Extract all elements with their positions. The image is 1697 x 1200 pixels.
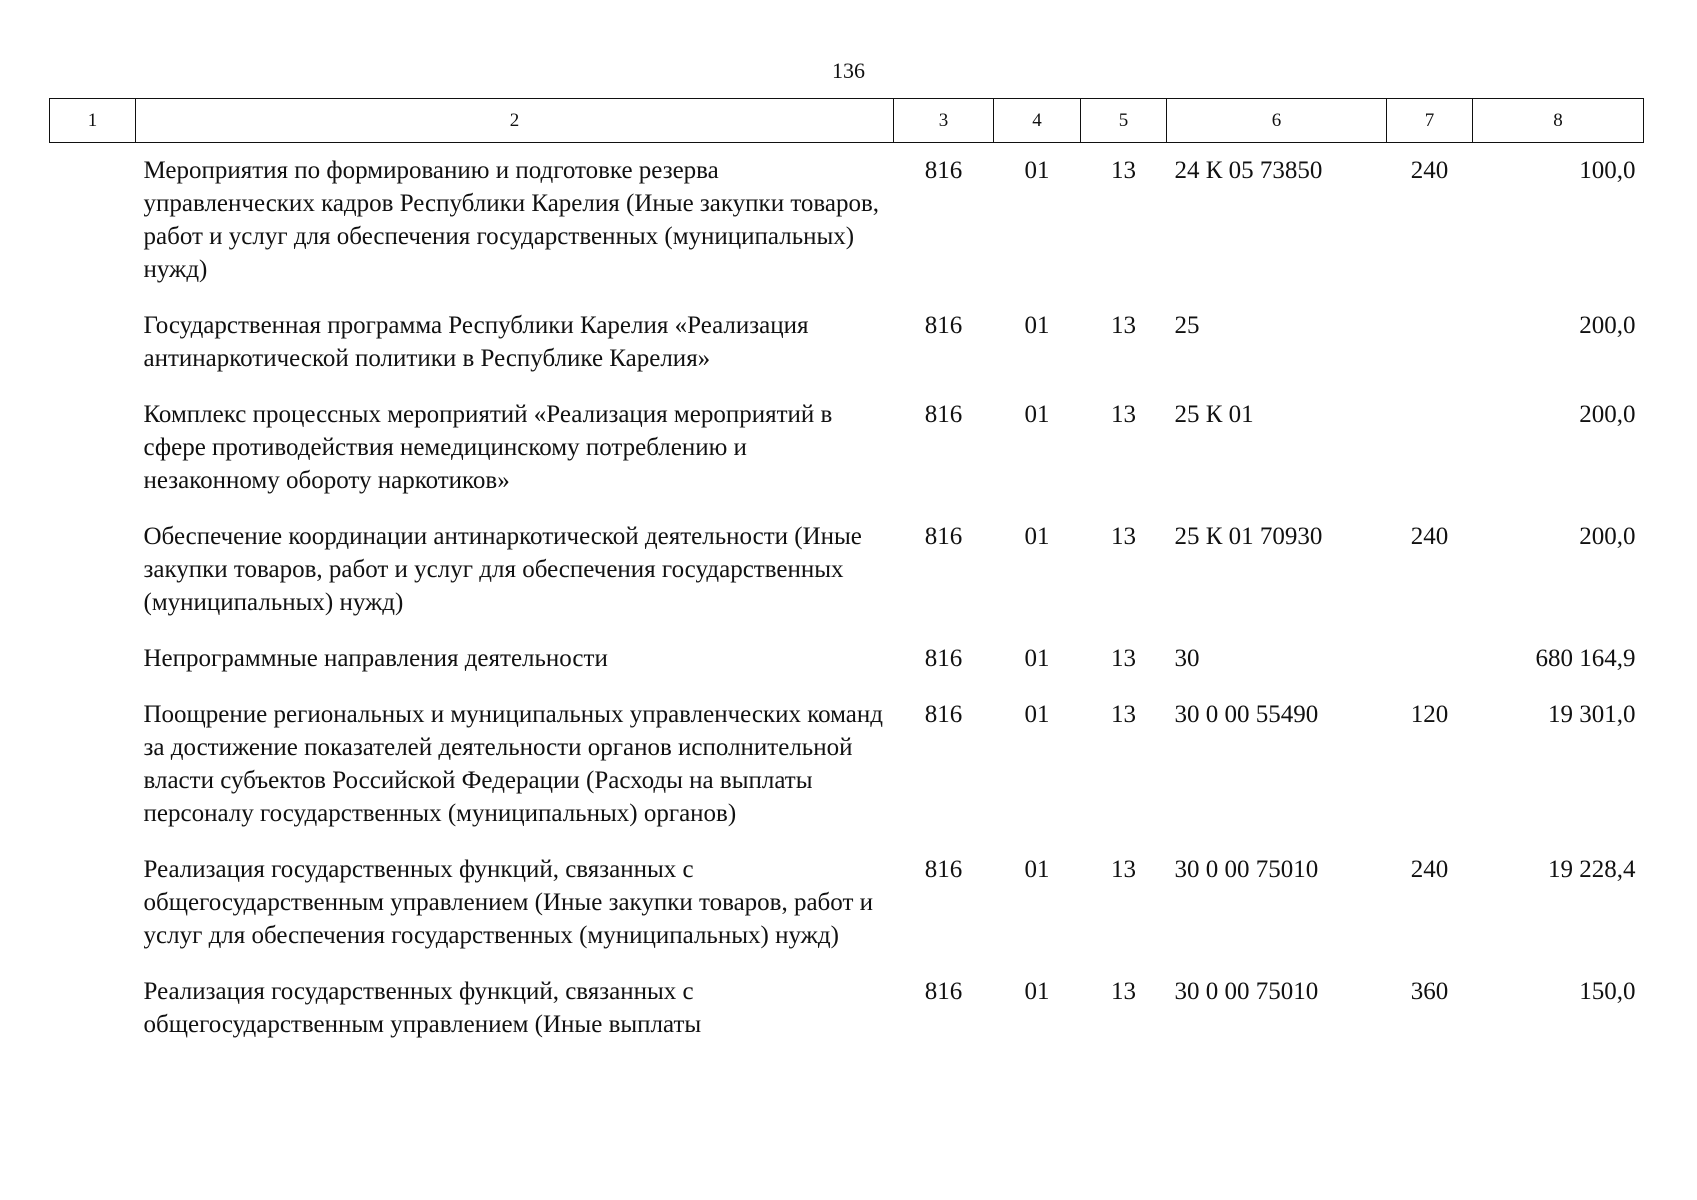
expense-type-cell — [1387, 387, 1473, 509]
target-article-cell: 30 — [1174, 645, 1200, 672]
section-code-cell: 01 — [1024, 401, 1050, 428]
row-number-cell — [50, 143, 136, 299]
expense-name-cell: Реализация государственных функций, связанных с общегосударственным управлением (Иные закупки товаров, работ и услуг для обеспечения государственных (муниципальных) нужд) — [143, 856, 874, 949]
ministry-code-cell: 816 — [924, 401, 963, 428]
section-code-cell: 01 — [1024, 978, 1050, 1005]
ministry-code-cell: 816 — [924, 645, 963, 672]
expense-name-cell: Комплекс процессных мероприятий «Реализация мероприятий в сфере противодействия немедицинскому потреблению и незаконному обороту наркотиков» — [143, 401, 833, 494]
expense-type-cell: 120 — [1410, 701, 1449, 728]
budget-table — [49, 98, 1644, 1053]
target-article-cell: 25 К 01 70930 — [1174, 523, 1323, 550]
table-row — [50, 143, 1644, 299]
ministry-code-cell: 816 — [924, 978, 963, 1005]
ministry-code-cell: 816 — [924, 312, 963, 339]
expense-name-cell: Обеспечение координации антинаркотической деятельности (Иные закупки товаров, работ и услуг для обеспечения государственных (муниципальных) нужд) — [143, 523, 862, 616]
section-code-cell: 01 — [1024, 856, 1050, 883]
expense-name-cell: Непрограммные направления деятельности — [143, 645, 608, 672]
subsection-code-cell: 13 — [1111, 978, 1136, 1005]
column-number-3: 3 — [894, 99, 994, 143]
ministry-code-cell: 816 — [924, 523, 963, 550]
ministry-code-cell: 816 — [924, 701, 963, 728]
row-number-cell — [50, 631, 136, 687]
subsection-code-cell: 13 — [1111, 856, 1136, 883]
amount-cell: 19 301,0 — [1548, 701, 1636, 728]
target-article-cell: 24 К 05 73850 — [1174, 157, 1323, 184]
expense-type-cell: 240 — [1410, 157, 1449, 184]
subsection-code-cell: 13 — [1111, 157, 1136, 184]
expense-name-cell: Государственная программа Республики Карелия «Реализация антинаркотической политики в Республике Карелия» — [143, 312, 809, 372]
column-number-5: 5 — [1081, 99, 1167, 143]
subsection-code-cell: 13 — [1111, 312, 1136, 339]
column-number-7: 7 — [1387, 99, 1473, 143]
section-code-cell: 01 — [1024, 157, 1050, 184]
amount-cell: 680 164,9 — [1535, 645, 1636, 672]
page-number: 136 — [832, 58, 865, 83]
table-row — [50, 631, 1644, 687]
table-row — [50, 298, 1644, 387]
column-number-4: 4 — [994, 99, 1081, 143]
expense-type-cell: 240 — [1410, 856, 1449, 883]
subsection-code-cell: 13 — [1111, 523, 1136, 550]
target-article-cell: 25 К 01 — [1174, 401, 1254, 428]
subsection-code-cell: 13 — [1111, 701, 1136, 728]
ministry-code-cell: 816 — [924, 856, 963, 883]
row-number-cell — [50, 842, 136, 964]
expense-type-cell — [1387, 631, 1473, 687]
column-number-8: 8 — [1473, 99, 1644, 143]
target-article-cell: 30 0 00 75010 — [1174, 978, 1319, 1005]
table-row — [50, 964, 1644, 1053]
amount-cell: 200,0 — [1579, 401, 1636, 428]
table-row — [50, 687, 1644, 842]
table-row — [50, 509, 1644, 631]
section-code-cell: 01 — [1024, 312, 1050, 339]
expense-type-cell: 240 — [1410, 523, 1449, 550]
section-code-cell: 01 — [1024, 645, 1050, 672]
subsection-code-cell: 13 — [1111, 401, 1136, 428]
column-number-6: 6 — [1167, 99, 1387, 143]
ministry-code-cell: 816 — [924, 157, 963, 184]
header-row — [50, 99, 1644, 143]
section-code-cell: 01 — [1024, 701, 1050, 728]
amount-cell: 19 228,4 — [1548, 856, 1636, 883]
table-row — [50, 842, 1644, 964]
amount-cell: 100,0 — [1579, 157, 1636, 184]
amount-cell: 200,0 — [1579, 523, 1636, 550]
row-number-cell — [50, 387, 136, 509]
target-article-cell: 30 0 00 75010 — [1174, 856, 1319, 883]
expense-name-cell: Мероприятия по формированию и подготовке резерва управленческих кадров Республики Карелия (Иные закупки товаров, работ и услуг для обеспечения государственных (муниципальных) нужд) — [143, 157, 880, 283]
row-number-cell — [50, 687, 136, 842]
expense-name-cell: Поощрение региональных и муниципальных управленческих команд за достижение показателей деятельности органов исполнительной власти субъектов Российской Федерации (Расходы на выплаты персоналу государственных (муниципальных) органов) — [143, 701, 884, 827]
row-number-cell — [50, 964, 136, 1053]
expense-type-cell: 360 — [1410, 978, 1449, 1005]
table-body — [50, 143, 1644, 1054]
section-code-cell: 01 — [1024, 523, 1050, 550]
expense-name-cell: Реализация государственных функций, связанных с общегосударственным управлением (Иные выплаты — [143, 978, 702, 1038]
amount-cell: 150,0 — [1579, 978, 1636, 1005]
column-number-1: 1 — [50, 99, 136, 143]
table-header — [50, 99, 1644, 143]
amount-cell: 200,0 — [1579, 312, 1636, 339]
row-number-cell — [50, 509, 136, 631]
subsection-code-cell: 13 — [1111, 645, 1136, 672]
expense-type-cell — [1387, 298, 1473, 387]
target-article-cell: 30 0 00 55490 — [1174, 701, 1319, 728]
row-number-cell — [50, 298, 136, 387]
target-article-cell: 25 — [1174, 312, 1200, 339]
column-number-2: 2 — [136, 99, 894, 143]
table-row — [50, 387, 1644, 509]
